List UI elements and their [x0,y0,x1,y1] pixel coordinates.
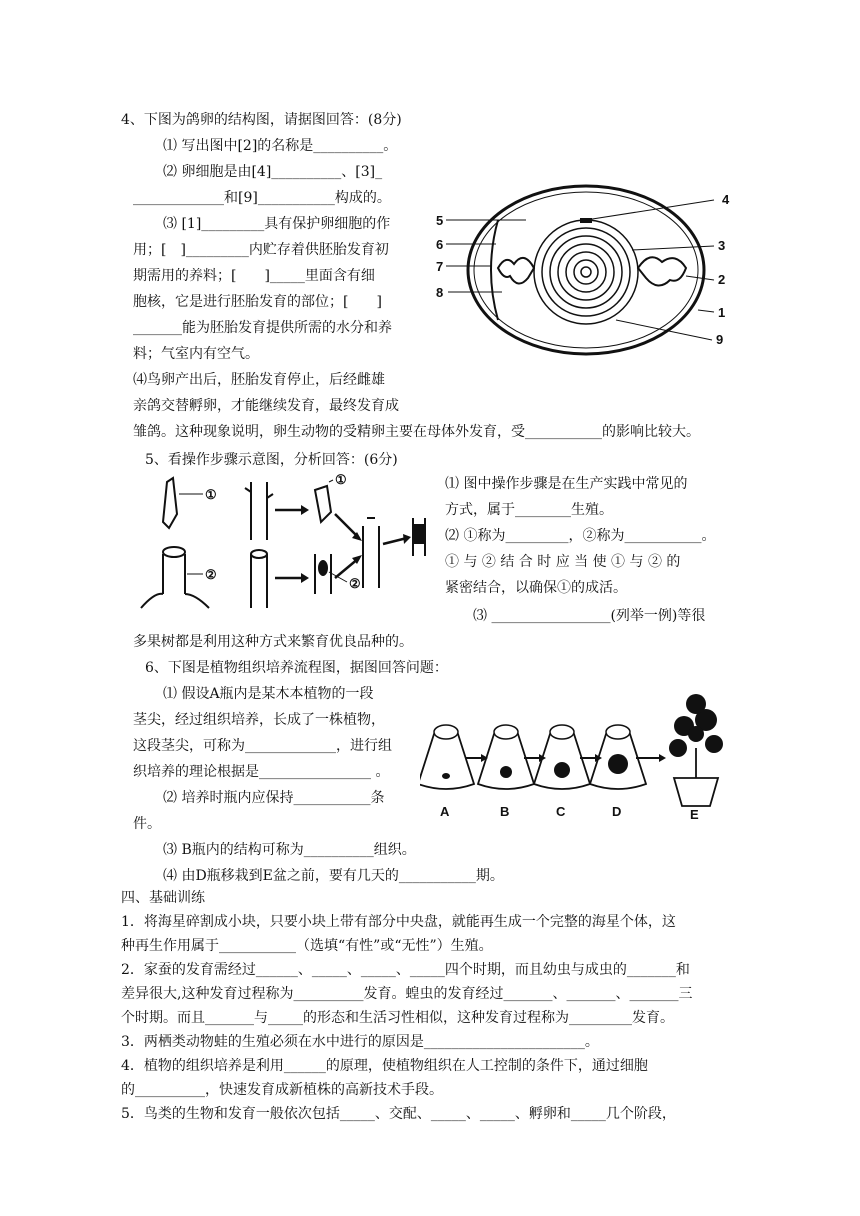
q4-line-10: ⑷鸟卵产出后，胚胎发育停止，后经雌雄 [133,372,385,388]
graft-mark-2: ② [205,567,217,582]
pigeon-egg-diagram [436,180,736,365]
sec4-line-6: 3．两栖类动物蛙的生殖必须在水中进行的原因是_______________________。 [121,1034,599,1050]
q6-line-7: ⑶ B瓶内的结构可称为__________组织。 [163,842,416,858]
q5-title: 5、看操作步骤示意图，分析回答：(6分) [145,452,398,468]
sec4-line-8: 的__________，快速发育成新植株的高新技术手段。 [121,1082,443,1098]
q6-line-6: 件。 [133,816,161,832]
q4-line-9: 料；气室内有空气。 [133,346,259,362]
q4-line-3: _____________和[9]___________构成的。 [133,190,391,206]
q4-line-6: 期需用的养料；[ ]_____里面含有细 [133,268,375,284]
q6-title: 6、下图是植物组织培养流程图，据图回答问题： [145,660,448,676]
sec4-line-9: 5．鸟类的生物和发育一般依次包括_____、交配、_____、_____、孵卵和_____几个阶段， [121,1106,676,1122]
q6-line-8: ⑷ 由D瓶移栽到E盆之前，要有几天的___________期。 [163,868,504,884]
egg-label-5: 5 [436,213,444,228]
flask-label-b: B [500,804,510,819]
q5-right-6: ⑶ _________________(列举一例)等很 [473,608,706,624]
egg-label-7: 7 [436,259,444,274]
egg-label-9: 9 [716,332,724,347]
egg-label-2: 2 [718,272,726,287]
graft-mark-2b: ② [349,576,361,591]
sec4-line-7: 4．植物的组织培养是利用______的原理，使植物组织在人工控制的条件下，通过细胞 [121,1058,648,1074]
flask-label-c: C [556,804,566,819]
q4-line-1: ⑴ 写出图中[2]的名称是__________。 [163,138,398,154]
q5-right-4: ① 与 ② 结 合 时 应 当 使 ① 与 ② 的 [445,554,681,570]
pot-label-e: E [690,807,699,820]
q4-line-12: 雏鸽。这种现象说明，卵生动物的受精卵主要在母体外发育，受___________的影响比较大。 [133,424,700,440]
q4-title: 4、下图为鸽卵的结构图，请据图回答：(8分) [121,112,402,128]
q6-line-5: ⑵ 培养时瓶内应保持___________条 [163,790,385,806]
sec4-line-1: 1．将海星碎割成小块，只要小块上带有部分中央盘，就能再生成一个完整的海星个体，这 [121,914,676,930]
sec4-line-5: 个时期。而且_______与_____的形态和生活习性相似，这种发育过程称为_________发育。 [121,1010,674,1026]
flask-label-d: D [612,804,622,819]
graft-mark-1: ① [205,487,217,502]
q4-line-7: 胞核，它是进行胚胎发育的部位；[ ] [133,294,382,310]
q6-line-1: ⑴ 假设A瓶内是某木本植物的一段 [163,686,374,702]
q4-line-5: 用；[ ]_________内贮存着供胚胎发育初 [133,242,389,258]
sec4-line-3: 2．家蚕的发育需经过______、_____、_____、_____四个时期，而且幼虫与成虫的_______和 [121,962,690,978]
sec4-line-4: 差异很大,这种发育过程称为__________发育。蝗虫的发育经过_______、_______、_______三 [121,986,693,1002]
flask-label-a: A [440,804,450,819]
egg-label-6: 6 [436,237,444,252]
q4-line-8: _______能为胚胎发育提供所需的水分和养 [133,320,392,336]
q6-line-2: 茎尖，经过组织培养，长成了一株植物， [133,712,385,728]
sec4-line-2: 种再生作用属于___________（选填“有性”或“无性”）生殖。 [121,938,493,954]
egg-label-3: 3 [718,238,726,253]
q6-line-4: 织培养的理论根据是________________ 。 [133,764,390,780]
q4-line-11: 亲鸽交替孵卵，才能继续发育，最终发育成 [133,398,399,414]
q6-line-3: 这段茎尖，可称为_____________，进行组 [133,738,392,754]
section-4-title: 四、基础训练 [121,890,205,906]
q4-line-2: ⑵ 卵细胞是由[4]__________、[3]_ [163,164,383,180]
egg-label-8: 8 [436,285,444,300]
q5-right-1: ⑴ 图中操作步骤是在生产实践中常见的 [445,476,688,492]
tissue-culture-diagram [420,686,735,820]
q5-right-3: ⑵ ①称为_________，②称为___________。 [445,528,716,544]
q5-right-2: 方式，属于________生殖。 [445,502,613,518]
q4-line-4: ⑶ [1]_________具有保护卵细胞的作 [163,216,391,232]
egg-label-1: 1 [718,305,726,320]
grafting-diagram [133,468,438,618]
q5-right-5: 紧密结合，以确保①的成活。 [445,580,627,596]
egg-label-4: 4 [722,192,730,207]
graft-mark-1b: ① [335,472,347,487]
q5-line-7: 多果树都是利用这种方式来繁育优良品种的。 [133,634,413,650]
